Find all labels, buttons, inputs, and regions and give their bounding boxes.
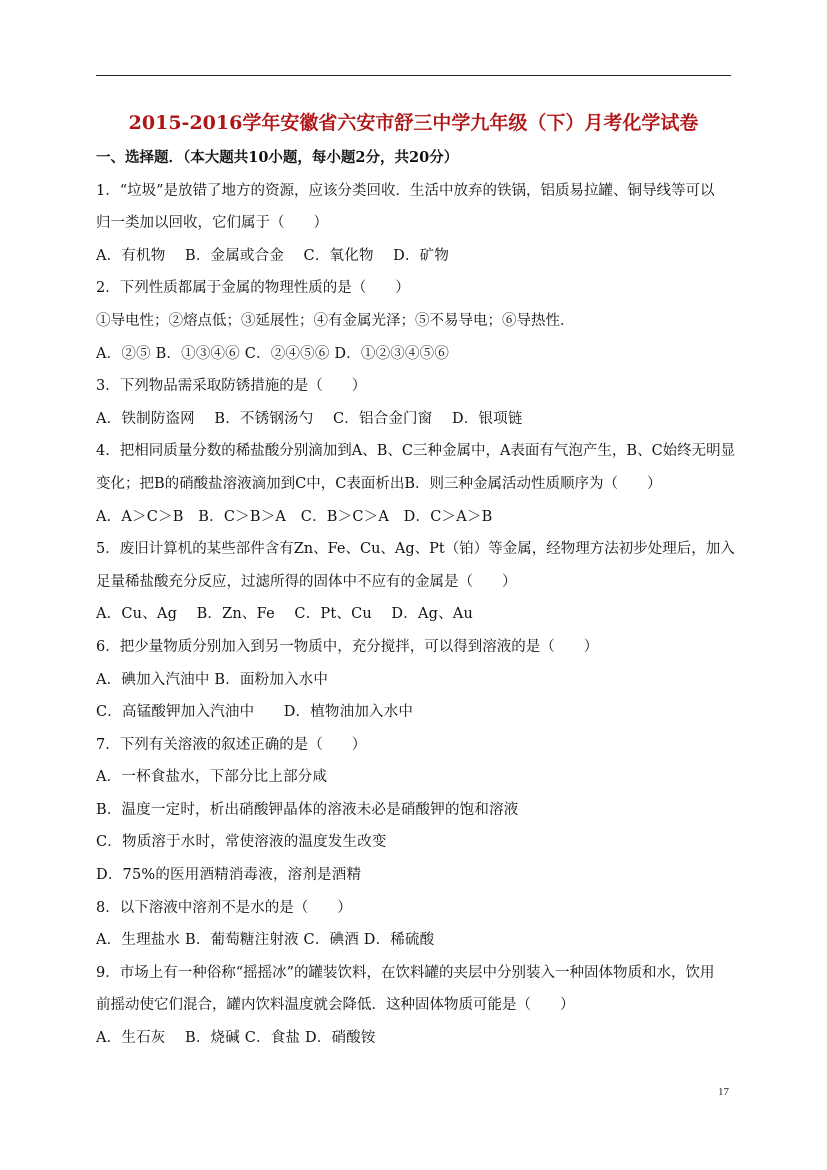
- question-6-text: 6．把少量物质分别加入到另一物质中，充分搅拌，可以得到溶液的是（ ）: [96, 638, 599, 655]
- question-9-text-cont: 前摇动使它们混合，罐内饮料温度就会降低．这种固体物质可能是（ ）: [96, 997, 575, 1014]
- question-1-text: 1．“垃圾”是放错了地方的资源，应该分类回收．生活中放弃的铁锅，铝质易拉罐、铜导线等可以: [96, 182, 715, 199]
- section-heading: 一、选择题．（本大题共10小题，每小题2分，共20分）: [96, 149, 459, 166]
- question-7-option-c: C．物质溶于水时，常使溶液的温度发生改变: [96, 834, 387, 851]
- exam-content: [96, 146, 736, 1059]
- question-3-text: 3．下列物品需采取防锈措施的是（ ）: [96, 378, 367, 395]
- question-5-text-cont: 足量稀盐酸充分反应，过滤所得的固体中不应有的金属是（ ）: [96, 573, 517, 590]
- question-7-option-b: B．温度一定时，析出硝酸钾晶体的溶液未必是硝酸钾的饱和溶液: [96, 801, 519, 818]
- question-7-text: 7．下列有关溶液的叙述正确的是（ ）: [96, 736, 367, 753]
- question-9-options: A．生石灰 B．烧碱 C．食盐 D．硝酸铵: [96, 1030, 376, 1047]
- question-1-text-cont: 归一类加以回收，它们属于（ ）: [96, 215, 328, 232]
- question-4-options: A．A＞C＞B B．C＞B＞A C．B＞C＞A D．C＞A＞B: [96, 508, 493, 525]
- question-8-text: 8．以下溶液中溶剂不是水的是（ ）: [96, 899, 352, 916]
- page-number: 17: [718, 1086, 729, 1098]
- question-2-options: A．②⑤ B．①③④⑥ C．②④⑤⑥ D．①②③④⑤⑥: [96, 345, 450, 362]
- question-4-text: 4．把相同质量分数的稀盐酸分别滴加到A、B、C三种金属中，A表面有气泡产生，B、C始终无明显: [96, 443, 736, 460]
- question-6-options-cd: C．高锰酸钾加入汽油中 D．植物油加入水中: [96, 704, 414, 721]
- header-rule: [96, 75, 731, 76]
- question-2-text: 2．下列性质都属于金属的物理性质的是（ ）: [96, 280, 410, 297]
- question-2-items: ①导电性；②熔点低；③延展性；④有金属光泽；⑤不易导电；⑥导热性．: [96, 312, 575, 329]
- question-8-options: A．生理盐水 B．葡萄糖注射液 C．碘酒 D．稀硫酸: [96, 932, 435, 949]
- question-3-options: A．铁制防盗网 B．不锈钢汤勺 C．铝合金门窗 D．银项链: [96, 410, 523, 427]
- question-6-options-ab: A．碘加入汽油中 B．面粉加入水中: [96, 671, 329, 688]
- question-9-text: 9．市场上有一种俗称“摇摇冰”的罐装饮料，在饮料罐的夹层中分别装入一种固体物质和水，饮用: [96, 964, 715, 981]
- document-title: 2015-2016学年安徽省六安市舒三中学九年级（下）月考化学试卷: [128, 112, 699, 134]
- question-7-option-a: A．一杯食盐水，下部分比上部分咸: [96, 769, 328, 786]
- question-5-options: A．Cu、Ag B．Zn、Fe C．Pt、Cu D．Ag、Au: [96, 606, 474, 623]
- question-5-text: 5．废旧计算机的某些部件含有Zn、Fe、Cu、Ag、Pt（铂）等金属，经物理方法初步处理后，加入: [96, 541, 735, 558]
- question-7-option-d: D．75%的医用酒精消毒液，溶剂是酒精: [96, 867, 362, 884]
- question-4-text-cont: 变化；把B的硝酸盐溶液滴加到C中，C表面析出B．则三种金属活动性质顺序为（ ）: [96, 475, 662, 492]
- question-1-options: A．有机物 B．金属或合金 C．氧化物 D．矿物: [96, 247, 450, 264]
